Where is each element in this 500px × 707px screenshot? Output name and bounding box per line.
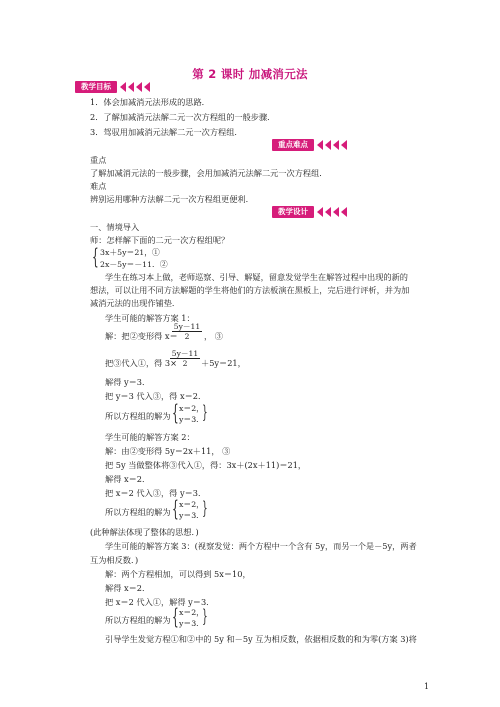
right-brace: } (202, 402, 208, 423)
section-header-design (272, 206, 349, 218)
fraction (170, 349, 200, 368)
plan-heading: 学生可能的解答方案 1： (105, 313, 195, 323)
fraction-numerator: 5y－11 (173, 322, 201, 331)
solution-step: ， ③ (204, 331, 223, 341)
solution-step: 解：把②变形得 x＝ (105, 331, 178, 341)
paragraph-line: 减消元法的出现作铺垫． (90, 298, 181, 308)
section-tag-goals: 教学目标 (75, 81, 117, 93)
goal-item: 2．了解加减消元法解二元一次方程组的一般步骤． (90, 112, 276, 122)
solution-step: ＋5y＝21， (201, 358, 246, 368)
solution-step: 把 y＝3 代入③，得 x＝2． (105, 391, 207, 401)
equation-2: 2x－5y＝－11．② (100, 260, 168, 269)
fraction-numerator: 5y－11 (171, 349, 199, 358)
equation-1: 3x＋5y＝21，① (100, 248, 160, 257)
section-tag-design: 教学设计 (272, 206, 314, 218)
fraction-denominator: 2 (182, 359, 188, 368)
solution-step: 把③代入①，得 3× (105, 358, 177, 368)
left-brace: { (172, 401, 179, 425)
solution-step: 把 x＝2 代入③，得 y＝3． (105, 488, 207, 498)
equation-system (92, 247, 212, 271)
fraction-denominator: 2 (184, 332, 190, 341)
solution-system (172, 403, 232, 427)
difficulty-label: 难点 (90, 181, 107, 191)
solution-x: x＝2， (179, 608, 204, 617)
solution-step: 解得 x＝2． (105, 474, 151, 484)
paragraph-line: 学生在练习本上做，老师巡察、引导、解疑，留意发觉学生在解答过程中出现的新的 (105, 272, 408, 282)
note-text: (此种解法体现了整体的思想．) (90, 527, 199, 537)
question-text: 师：怎样解下面的二元一次方程组呢？ (90, 235, 230, 245)
goal-item: 3．驾驭用加减消元法解二元一次方程组． (90, 127, 243, 137)
paragraph-line: 引导学生发觉方程①和②中的 5y 和－5y 互为相反数，依据相反数的和为零(方案 3)将 (105, 634, 417, 644)
subsection-heading: 一、情境导入 (90, 222, 140, 232)
left-brace: { (172, 605, 179, 629)
left-brace: { (172, 497, 179, 521)
page-number: 1 (424, 682, 430, 691)
solution-conclusion: 所以方程组的解为 (105, 615, 171, 625)
section-header-goals (75, 81, 152, 93)
left-brace: { (92, 245, 99, 269)
solution-step: 把 x＝2 代入①，解得 y＝3． (105, 597, 215, 607)
key-text: 了解加减消元法的一般步骤，会用加减消元法解二元一次方程组． (90, 168, 328, 178)
plan-heading: 学生可能的解答方案 3：(视察发觉：两个方程中一个含有 5y，而另一个是－5y，两者 (105, 541, 417, 551)
solution-step: 解：两个方程相加，可以得到 5x＝10， (105, 569, 251, 579)
solution-conclusion: 所以方程组的解为 (105, 507, 171, 517)
solution-system (172, 607, 232, 631)
section-tag-keypoints: 重点难点 (272, 139, 314, 151)
solution-step: 把 5y 当做整体将③代入①，得：3x＋(2x＋11)＝21， (105, 460, 307, 470)
key-label: 重点 (90, 155, 107, 165)
right-brace: } (202, 606, 208, 627)
fraction (172, 322, 202, 341)
solution-y: y＝3． (179, 511, 204, 520)
solution-step: 解：由②变形得 5y＝2x＋11， ③ (105, 446, 231, 456)
solution-step: 解得 y＝3． (105, 377, 151, 387)
goal-item: 1．体会加减消元法形成的思路． (90, 97, 210, 107)
chevron-left-icon (317, 140, 349, 150)
paragraph-line: 想法，可以让用不同方法解题的学生将他们的方法板演在黑板上，完后进行评析，并为加 (90, 285, 410, 295)
solution-system (172, 499, 232, 523)
solution-step: 解得 x＝2． (105, 583, 151, 593)
solution-y: y＝3． (179, 415, 204, 424)
solution-conclusion: 所以方程组的解为 (105, 411, 171, 421)
plan-heading: 互为相反数．) (90, 555, 139, 565)
difficulty-text: 辨别运用哪种方法解二元一次方程组更便利． (90, 194, 254, 204)
solution-x: x＝2， (179, 500, 204, 509)
solution-y: y＝3． (179, 619, 204, 628)
chevron-left-icon (317, 207, 349, 217)
solution-x: x＝2， (179, 404, 204, 413)
right-brace: } (202, 498, 208, 519)
plan-heading: 学生可能的解答方案 2： (105, 432, 195, 442)
section-header-keypoints (272, 139, 349, 151)
lesson-title: 第 2 课时 加减消元法 (192, 67, 308, 81)
chevron-left-icon (120, 82, 152, 92)
